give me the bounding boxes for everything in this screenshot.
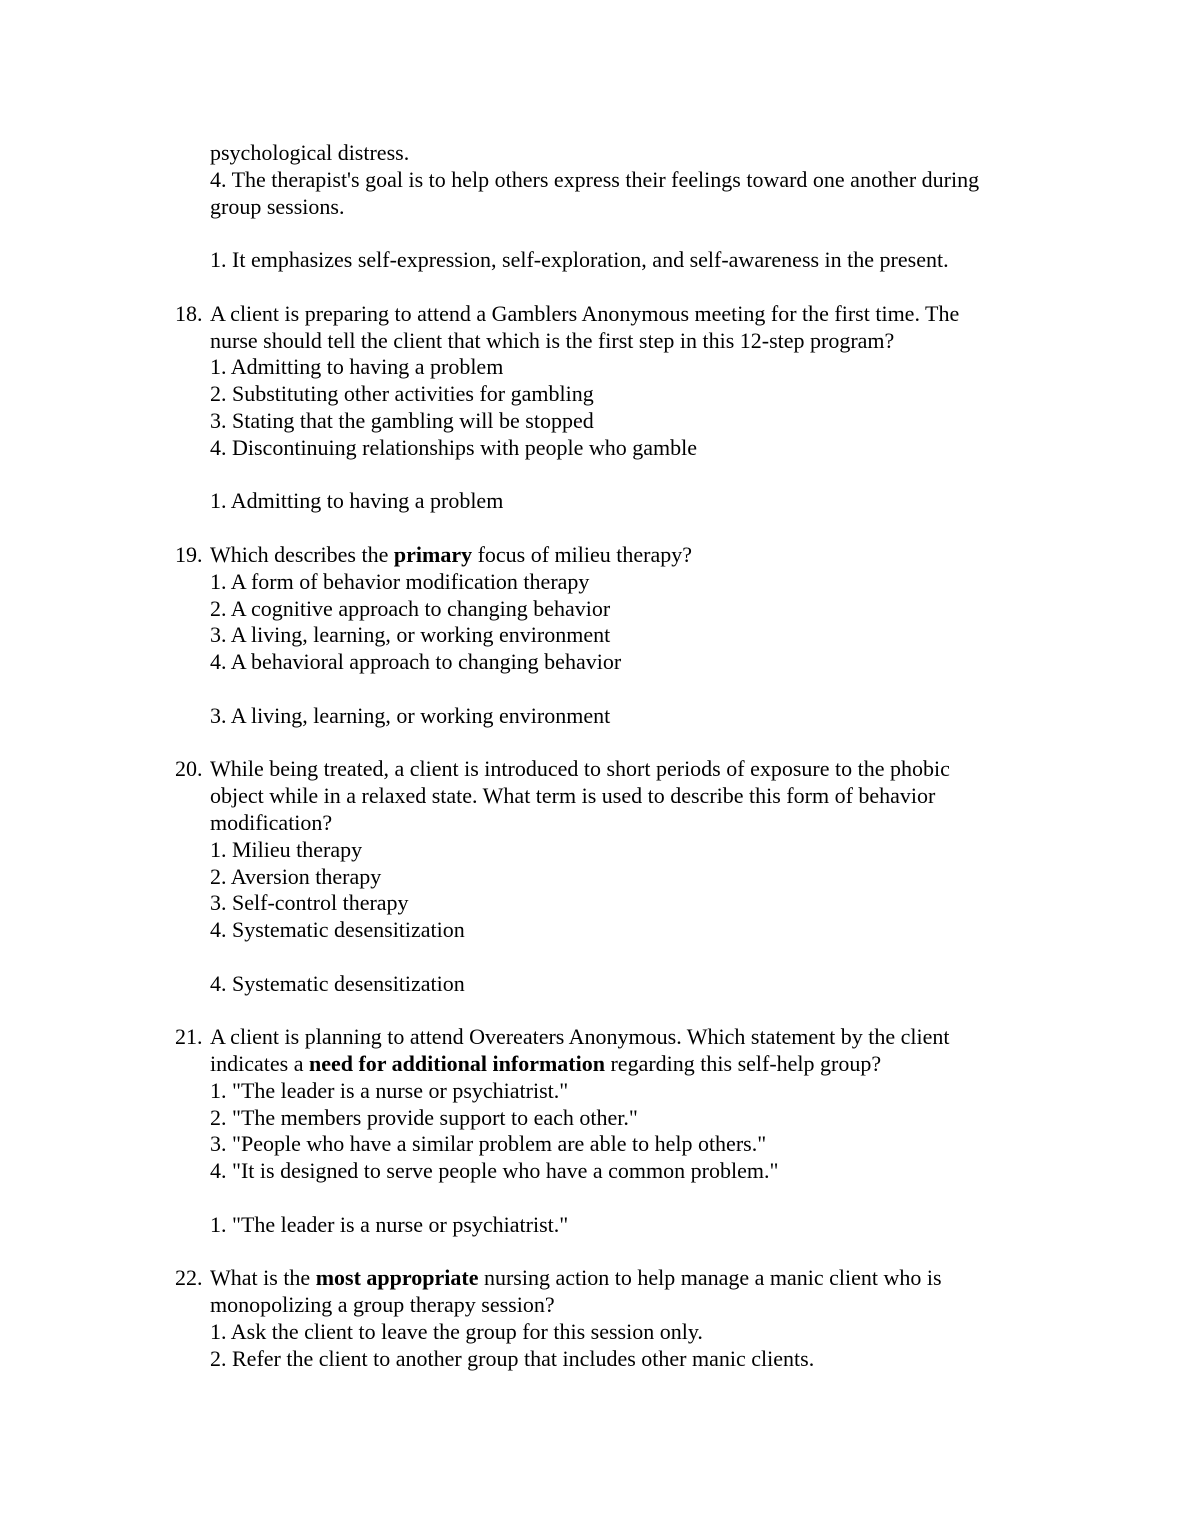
- option: 3. A living, learning, or working environment: [210, 622, 611, 648]
- option: 4. Discontinuing relationships with people who gamble: [210, 434, 697, 460]
- document-page: [0, 140, 1190, 1373]
- question-20-stem: 20. While being treated, a client is introduced to short periods of exposure to the phobic: [175, 756, 950, 782]
- continuation-line: 4. The therapist's goal is to help others express their feelings toward one another during: [210, 166, 980, 192]
- emphasis: primary: [393, 541, 473, 567]
- option: 4. "It is designed to serve people who have a common problem.": [210, 1158, 779, 1184]
- question-number: 20.: [175, 756, 203, 782]
- question-number: 21.: [175, 1024, 203, 1050]
- option: 2. Aversion therapy: [210, 863, 382, 889]
- continuation-line: psychological distress.: [210, 140, 410, 165]
- question-18-stem-cont: nurse should tell the client that which is the first step in this 12-step program?: [210, 327, 895, 353]
- question-number: 19.: [175, 541, 203, 567]
- question-20-stem-cont: object while in a relaxed state. What term is used to describe this form of behavior: [210, 783, 936, 809]
- option: 1. "The leader is a nurse or psychiatrist.": [210, 1077, 569, 1103]
- option: 3. Self-control therapy: [210, 890, 409, 916]
- option: 1. A form of behavior modification therapy: [210, 568, 590, 594]
- option: 2. Refer the client to another group that includes other manic clients.: [210, 1345, 815, 1371]
- question-21-stem-cont: indicates a need for additional information regarding this self-help group?: [210, 1051, 882, 1077]
- option: 3. "People who have a similar problem are able to help others.": [210, 1131, 767, 1157]
- option: 1. Admitting to having a problem: [210, 354, 504, 380]
- answer-18: 1. Admitting to having a problem: [210, 488, 504, 514]
- emphasis: most appropriate: [315, 1265, 479, 1291]
- question-18-stem: 18. A client is preparing to attend a Gamblers Anonymous meeting for the first time. The: [175, 300, 960, 326]
- option: 3. Stating that the gambling will be stopped: [210, 407, 594, 433]
- answer-20: 4. Systematic desensitization: [210, 970, 465, 996]
- question-22-stem: 22. What is the most appropriate nursing action to help manage a manic client who is: [175, 1265, 942, 1291]
- option: 2. "The members provide support to each other.": [210, 1104, 638, 1130]
- question-21-stem: 21. A client is planning to attend Overeaters Anonymous. Which statement by the client: [175, 1024, 950, 1050]
- option: 4. Systematic desensitization: [210, 917, 465, 943]
- answer-21: 1. "The leader is a nurse or psychiatrist.": [210, 1211, 569, 1237]
- option: 1. Milieu therapy: [210, 836, 363, 862]
- question-22-stem-cont: monopolizing a group therapy session?: [210, 1292, 555, 1318]
- question-number: 18.: [175, 300, 203, 326]
- answer-17: 1. It emphasizes self-expression, self-exploration, and self-awareness in the present.: [210, 247, 949, 273]
- option: 2. Substituting other activities for gambling: [210, 381, 594, 407]
- option: 1. Ask the client to leave the group for this session only.: [210, 1319, 703, 1345]
- option: 4. A behavioral approach to changing behavior: [210, 649, 622, 675]
- question-20-stem-cont: modification?: [210, 809, 333, 835]
- emphasis: need for additional information: [308, 1051, 605, 1077]
- question-19-stem: 19. Which describes the primary focus of milieu therapy?: [175, 541, 693, 567]
- option: 2. A cognitive approach to changing behavior: [210, 595, 611, 621]
- question-number: 22.: [175, 1265, 203, 1291]
- continuation-line: group sessions.: [210, 193, 345, 219]
- answer-19: 3. A living, learning, or working environment: [210, 702, 611, 728]
